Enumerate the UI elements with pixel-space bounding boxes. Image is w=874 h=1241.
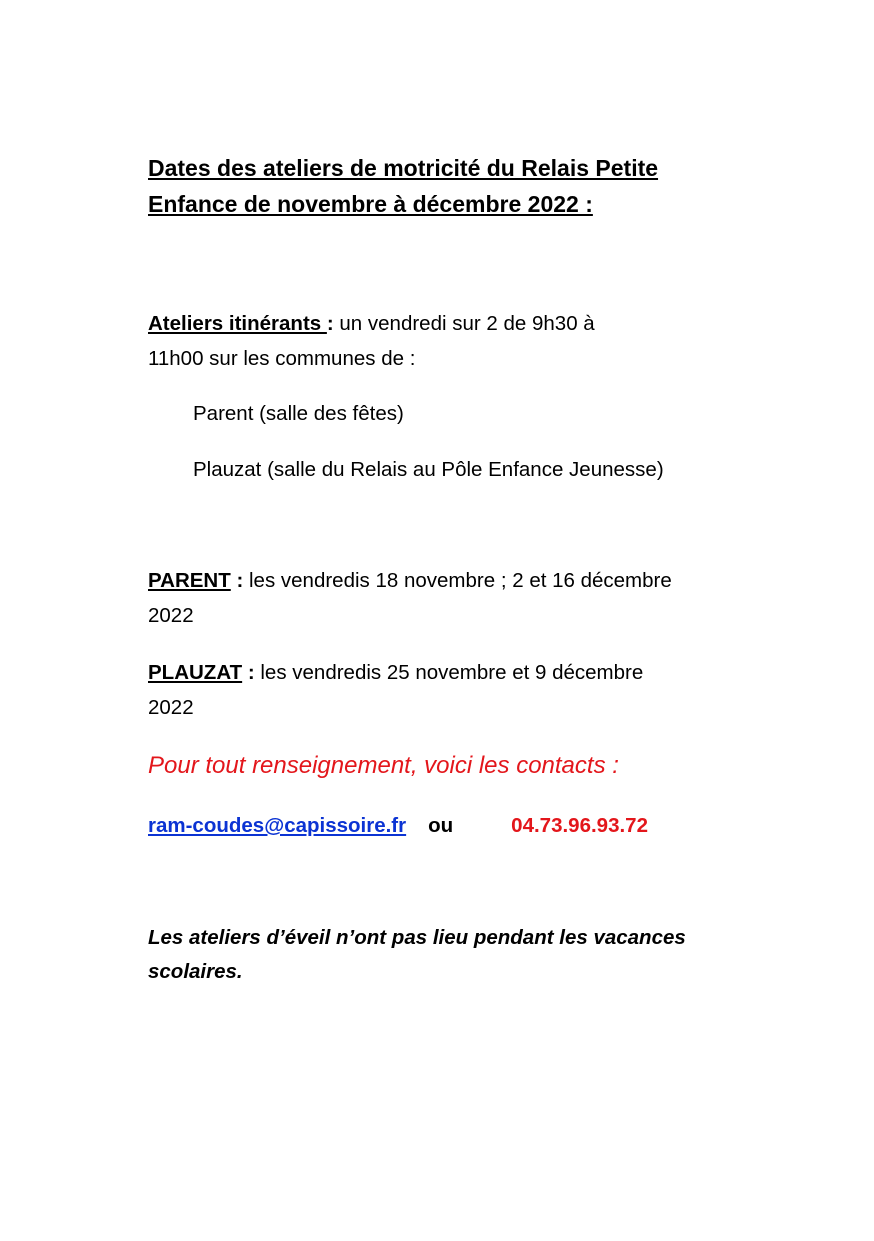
phone-number: 04.73.96.93.72 <box>511 814 648 837</box>
contact-line <box>148 808 648 843</box>
parent-dates-text: les vendredis 18 novembre ; 2 et 16 décembre <box>243 569 672 592</box>
plauzat-label: PLAUZAT <box>148 661 243 684</box>
ateliers-text-line-2: 11h00 sur les communes de : <box>148 347 416 370</box>
plauzat-colon: : <box>242 661 255 684</box>
ateliers-colon: : <box>326 312 334 335</box>
parent-label: PARENT <box>148 569 231 592</box>
ateliers-paragraph <box>148 306 595 376</box>
plauzat-dates-text: les vendredis 25 novembre et 9 décembre <box>254 661 644 684</box>
commune-plauzat: Plauzat (salle du Relais au Pôle Enfance Jeunesse) <box>193 458 664 481</box>
email-link[interactable]: ram-coudes@capissoire.fr <box>148 814 407 837</box>
parent-dates <box>148 563 672 633</box>
ateliers-text-line-1: un vendredi sur 2 de 9h30 à <box>333 312 595 335</box>
note-line-2: scolaires. <box>148 960 243 983</box>
title-line-1: Dates des ateliers de motricité du Relais Petite <box>148 155 659 181</box>
plauzat-dates <box>148 655 643 725</box>
contact-separator: ou <box>428 814 454 837</box>
parent-year: 2022 <box>148 604 194 627</box>
vacation-note <box>148 921 768 989</box>
plauzat-year: 2022 <box>148 696 194 719</box>
info-heading: Pour tout renseignement, voici les contacts : <box>148 752 619 779</box>
title-line-2: Enfance de novembre à décembre 2022 : <box>148 191 593 217</box>
parent-colon: : <box>230 569 244 592</box>
page-title <box>148 150 748 222</box>
commune-parent: Parent (salle des fêtes) <box>193 402 404 425</box>
note-line-1: Les ateliers d’éveil n’ont pas lieu pendant les vacances <box>148 926 686 949</box>
ateliers-label: Ateliers itinérants <box>148 312 327 335</box>
